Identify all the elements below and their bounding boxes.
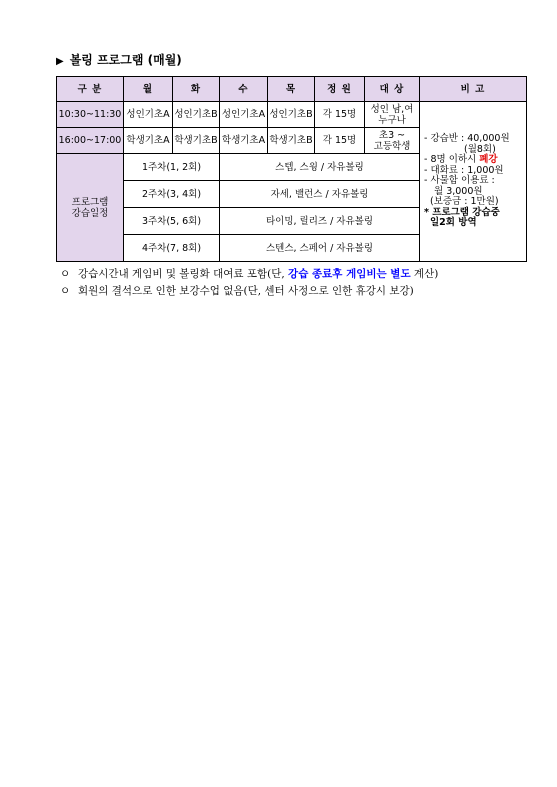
week-content-cell: 자세, 밸런스 / 자유볼링	[220, 181, 420, 208]
target-cell	[365, 128, 420, 154]
target-cell	[365, 102, 420, 128]
schedule-label-cell	[57, 154, 124, 262]
class-cell: 성인기초A	[220, 102, 268, 128]
locker-line: 월 3,000원	[434, 185, 483, 197]
week-cell: 1주차(1, 2회)	[124, 154, 220, 181]
target-line: 누구나	[378, 114, 406, 126]
class-cell: 성인기초A	[124, 102, 173, 128]
locker-line: - 사물함 이용료 :	[424, 175, 495, 187]
time-cell: 16:00~17:00	[57, 128, 124, 154]
note-item	[60, 283, 438, 300]
note-text: 회원의 결석으로 인한 보강수업 없음(단, 센터 사정으로 인한 휴강시 보강)	[78, 285, 414, 297]
section-title-text: 볼링 프로그램 (매월)	[69, 53, 182, 67]
header-category: 구 분	[57, 77, 124, 102]
bullet-mark: ㅇ	[60, 268, 71, 280]
target-line: 고등학생	[373, 140, 411, 152]
header-mon: 월	[124, 77, 173, 102]
section-title	[56, 51, 182, 68]
target-line: 성인 남,여	[370, 103, 414, 115]
header-wed: 수	[220, 77, 268, 102]
class-cell: 성인기초B	[173, 102, 220, 128]
class-cell: 성인기초B	[268, 102, 315, 128]
bullet-mark: ㅇ	[60, 285, 71, 297]
table-header-row	[57, 77, 527, 102]
header-target: 대 상	[365, 77, 420, 102]
class-cell: 학생기초B	[268, 128, 315, 154]
notes-list	[60, 266, 438, 300]
week-cell: 4주차(7, 8회)	[124, 235, 220, 262]
time-cell: 10:30~11:30	[57, 102, 124, 128]
week-cell: 3주차(5, 6회)	[124, 208, 220, 235]
rental-line: - 대화료 : 1,000원	[424, 164, 504, 176]
header-remarks: 비 고	[420, 77, 527, 102]
week-cell: 2주차(3, 4회)	[124, 181, 220, 208]
extra-line: 일2회 방역	[430, 217, 477, 229]
note-highlight: 강습 종료후 게임비는 별도	[288, 268, 411, 280]
closure-highlight: 폐강	[479, 154, 498, 166]
header-tue: 화	[173, 77, 220, 102]
schedule-label-line: 강습일정	[71, 207, 109, 219]
locker-line: (보증금 : 1만원)	[430, 196, 499, 208]
fee-line: - 강습반 : 40,000원	[424, 133, 510, 145]
week-content-cell: 스텐스, 스페어 / 자유볼링	[220, 235, 420, 262]
class-cell: 학생기초A	[124, 128, 173, 154]
extra-line: * 프로그램 강습중	[424, 206, 500, 218]
table-row	[57, 102, 527, 128]
closure-text: - 8명 이하시	[424, 154, 480, 166]
header-thu: 목	[268, 77, 315, 102]
remarks-cell	[420, 102, 527, 262]
week-content-cell: 스텝, 스윙 / 자유볼링	[220, 154, 420, 181]
week-content-cell: 타이밍, 릴리즈 / 자유볼링	[220, 208, 420, 235]
class-cell: 학생기초A	[220, 128, 268, 154]
target-line: 초3 ~	[378, 129, 406, 141]
header-capacity: 정 원	[315, 77, 365, 102]
note-text: 계산)	[410, 268, 439, 280]
note-text: 강습시간내 게임비 및 볼링화 대여료 포함(단,	[78, 268, 289, 280]
fee-line: (월8회)	[464, 143, 496, 155]
capacity-cell: 각 15명	[315, 128, 365, 154]
schedule-label-line: 프로그램	[71, 196, 109, 208]
bowling-program-table	[56, 76, 527, 262]
class-cell: 학생기초B	[173, 128, 220, 154]
triangle-arrow-icon: ▶	[56, 56, 64, 67]
capacity-cell: 각 15명	[315, 102, 365, 128]
note-item	[60, 266, 438, 283]
